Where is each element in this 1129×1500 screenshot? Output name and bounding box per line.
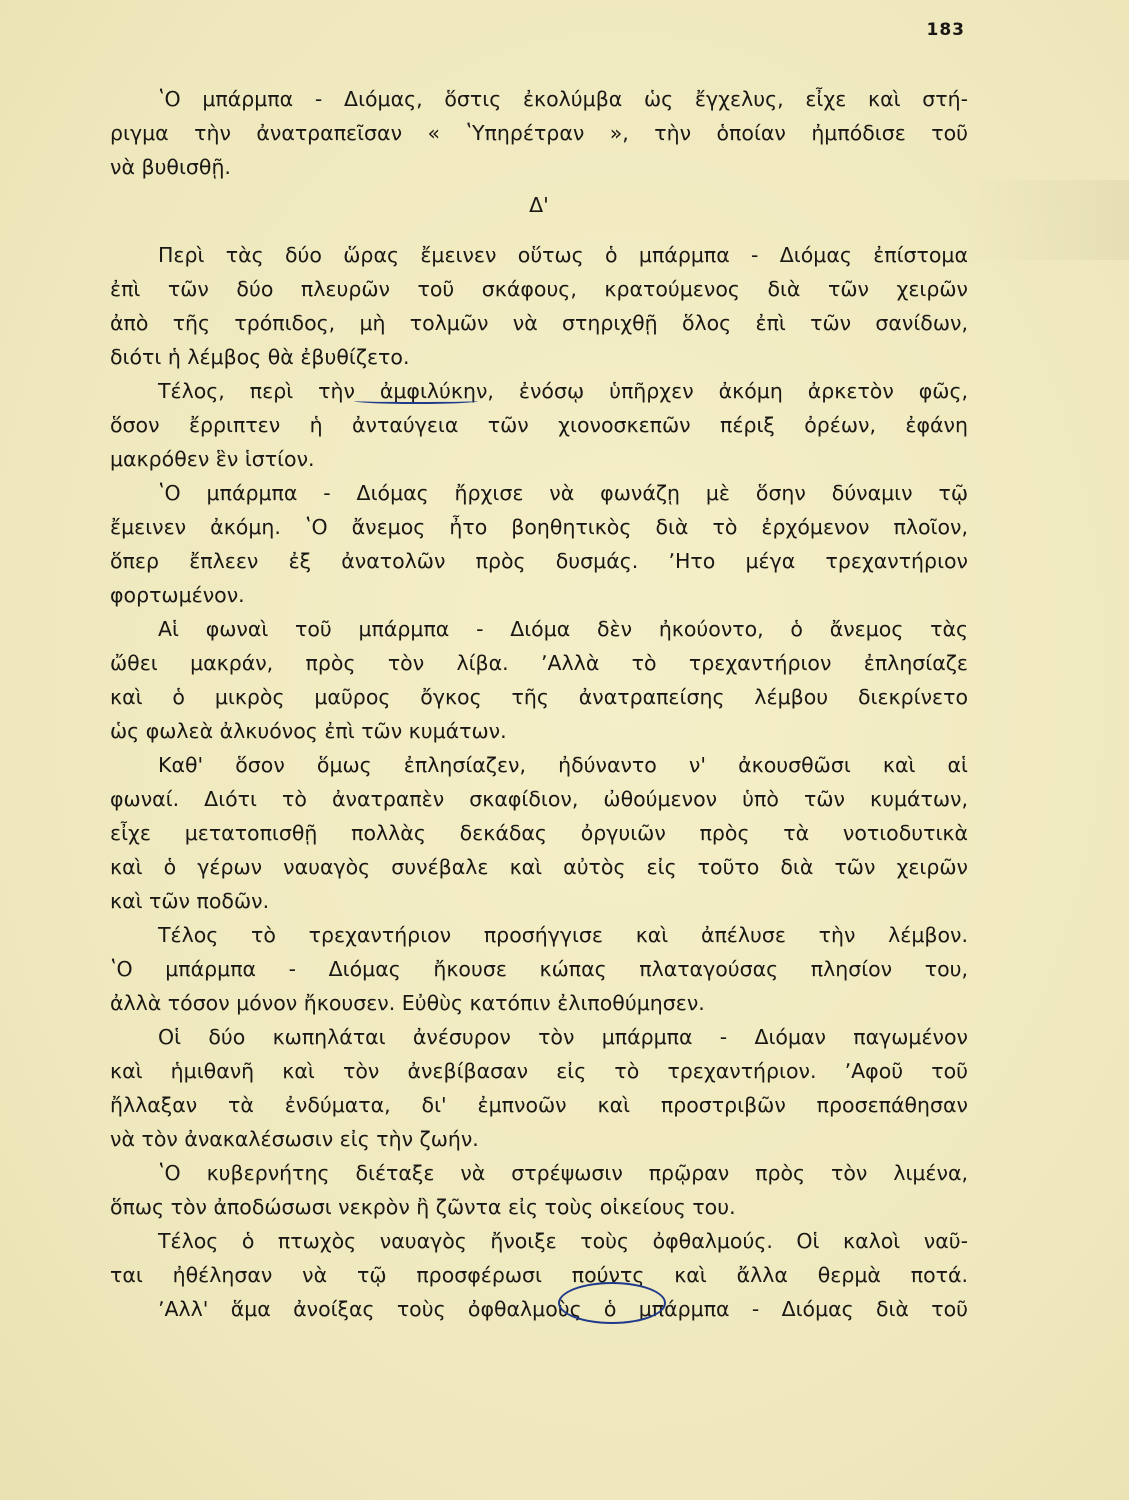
text-line: ʽΟ μπάρμπα - Διόμας, ὅστις ἐκολύμβα ὡς ἔγχελυς, εἶχε καὶ στή- [158, 87, 968, 111]
text-line: ἤλλαξαν τὰ ἐνδύματα, δι' ἐμπνοῶν καὶ προστριβῶν προσεπάθησαν [110, 1093, 968, 1117]
section-heading: Δ' [529, 193, 549, 217]
text-line: καὶ ἡμιθανῆ καὶ τὸν ἀνεβίβασαν εἰς τὸ τρεχαντήριον. ʼΑφοῦ τοῦ [110, 1059, 968, 1083]
text-line: νὰ τὸν ἀνακαλέσωσιν εἰς τὴν ζωήν. [110, 1127, 479, 1151]
text-line: Τέλος τὸ τρεχαντήριον προσήγγισε καὶ ἀπέλυσε τὴν λέμβον. [158, 923, 968, 947]
text-line: καὶ τῶν ποδῶν. [110, 889, 270, 913]
text-line: ʽΟ μπάρμπα - Διόμας ἤρχισε νὰ φωνάζῃ μὲ ὅσην δύναμιν τῷ [158, 481, 968, 505]
text-line: ʼΑλλ' ἅμα ἀνοίξας τοὺς ὀφθαλμοὺς ὁ μπάρμπα - Διόμας διὰ τοῦ [158, 1297, 968, 1321]
text-line: Οἱ δύο κωπηλάται ἀνέσυρον τὸν μπάρμπα - Διόμαν παγωμένον [158, 1025, 968, 1049]
text-line: ὅσον ἔρριπτεν ἡ ἀνταύγεια τῶν χιονοσκεπῶν πέριξ ὀρέων, ἐφάνη [110, 413, 968, 437]
text-line: μακρόθεν ἓν ἱστίον. [110, 447, 315, 471]
text-line: ὤθει μακράν, πρὸς τὸν λίβα. ʼΑλλὰ τὸ τρεχαντήριον ἐπλησίαζε [110, 651, 968, 675]
text-line: καὶ ὁ γέρων ναυαγὸς συνέβαλε καὶ αὐτὸς εἰς τοῦτο διὰ τῶν χειρῶν [110, 855, 968, 879]
text-line: ται ἠθέλησαν νὰ τῷ προσφέρωσι πούντς καὶ ἄλλα θερμὰ ποτά. [110, 1263, 968, 1287]
text-line: ριγμα τὴν ἀνατραπεῖσαν « ʽΥπηρέτραν », τὴν ὁποίαν ἠμπόδισε τοῦ [110, 121, 968, 145]
text-line: φορτωμένον. [110, 583, 245, 607]
text-line: ὅπερ ἔπλεεν ἐξ ἀνατολῶν πρὸς δυσμάς. ʼΗτο μέγα τρεχαντήριον [110, 549, 968, 573]
text-line: διότι ἡ λέμβος θὰ ἐβυθίζετο. [110, 345, 410, 369]
text-line: καὶ ὁ μικρὸς μαῦρος ὄγκος τῆς ἀνατραπείσης λέμβου διεκρίνετο [110, 685, 968, 709]
text-line: ʽΟ μπάρμπα - Διόμας ἤκουσε κώπας πλαταγούσας πλησίον του, [110, 957, 968, 981]
text-line: ὅπως τὸν ἀποδώσωσι νεκρὸν ἢ ζῶντα εἰς τοὺς οἰκείους του. [110, 1195, 736, 1219]
text-line: νὰ βυθισθῇ. [110, 155, 231, 179]
paper-stain [969, 180, 1129, 260]
text-line: Καθ' ὅσον ὅμως ἐπλησίαζεν, ἠδύναντο ν' ἀκουσθῶσι καὶ αἱ [158, 753, 968, 777]
text-line: Αἱ φωναὶ τοῦ μπάρμπα - Διόμα δὲν ἠκούοντο, ὁ ἄνεμος τὰς [158, 617, 968, 641]
text-line: ἀλλὰ τόσον μόνον ἤκουσεν. Εὐθὺς κατόπιν ἐλιποθύμησεν. [110, 991, 705, 1015]
text-line: ἐπὶ τῶν δύο πλευρῶν τοῦ σκάφους, κρατούμενος διὰ τῶν χειρῶν [110, 277, 968, 301]
text-line: ʽΟ κυβερνήτης διέταξε νὰ στρέψωσιν πρῷραν πρὸς τὸν λιμένα, [158, 1161, 968, 1185]
text-line: Τέλος ὁ πτωχὸς ναυαγὸς ἤνοιξε τοὺς ὀφθαλμούς. Οἱ καλοὶ ναῦ- [158, 1229, 968, 1253]
text-line: ἔμεινεν ἀκόμη. ʽΟ ἄνεμος ἦτο βοηθητικὸς διὰ τὸ ἐρχόμενον πλοῖον, [110, 515, 968, 539]
text-line: εἶχε μετατοπισθῇ πολλὰς δεκάδας ὀργυιῶν πρὸς τὰ νοτιοδυτικὰ [110, 821, 968, 845]
text-line: Περὶ τὰς δύο ὥρας ἔμεινεν οὕτως ὁ μπάρμπα - Διόμας ἐπίστομα [158, 243, 968, 267]
ink-circle-annotation [558, 1282, 666, 1324]
text-line: ὡς φωλεὰ ἀλκυόνος ἐπὶ τῶν κυμάτων. [110, 719, 507, 743]
ink-underline-annotation [354, 398, 478, 404]
text-line: φωναί. Διότι τὸ ἀνατραπὲν σκαφίδιον, ὠθούμενον ὑπὸ τῶν κυμάτων, [110, 787, 968, 811]
page-number: 183 [926, 20, 965, 40]
page-body [110, 82, 968, 1326]
text-line: Τέλος, περὶ τὴν ἀμφιλύκην, ἐνόσῳ ὑπῆρχεν ἀκόμη ἀρκετὸν φῶς, [158, 379, 968, 403]
text-line: ἀπὸ τῆς τρόπιδος, μὴ τολμῶν νὰ στηριχθῇ ὅλος ἐπὶ τῶν σανίδων, [110, 311, 968, 335]
